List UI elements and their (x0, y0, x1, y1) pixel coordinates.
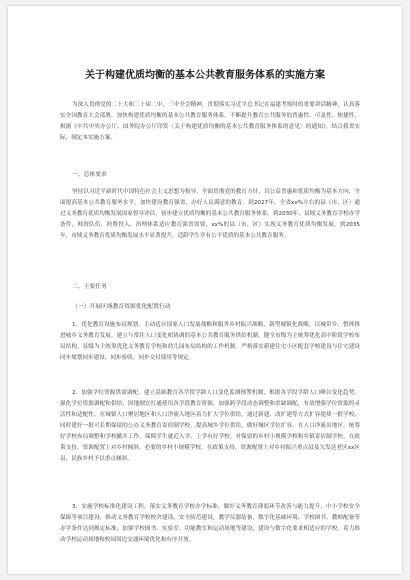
section-heading-main-tasks: 二、主要任务 (72, 284, 107, 290)
intro-paragraph: 为深入贯彻党的二十大和二十届二中、三中全会精神，贯彻落实习近平总书记在福建考察时的重要讲话精神，认真落实全国教育大会部署，加快构建优质均衡的基本公共教育服务体系，不断提升教育公共服务的普惠性、可及性、便捷性，根据《中共中央办公厅、国务院办公厅印发〈关于构建优质均衡的基本公共教育服务体系的意见〉的通知》，结合我省实际，制定本实施方案。 (60, 102, 360, 141)
document-page (8, 6, 402, 574)
requirements-paragraph: 坚持以习近平新时代中国特色社会主义思想为指导，全面贯彻党的教育方针，以公益普惠和优质均衡为基本方向，全面提高基本公共教育服务水平，加快建设教育强省、办好人民满意的教育。到2027年，全省xx%左右的县（市、区）通过义务教育优质均衡发展国家督导评估，初步建立优质均衡的基本公共教育服务体系。到2030年，县域义务教育学校办学条件、师资队伍、经费投入、治理体系适应教育强省需要，xx%的县（市、区）实现义务教育优质均衡发展。到2035年，市域义务教育优质均衡发展水平显著提升，适龄学生享有公平优质的基本公共教育服务。 (60, 189, 360, 239)
section-heading-general-requirements: 一、总体要求 (72, 172, 107, 178)
task-paragraph-3: 3．实施学校标准化建设工程。落实义务教育学校办学标准，做好义务教育薄弱环节改善与能力提升、中小学校安全保障等项目建设，推动义务教育学校校舍建设、安全防范建设，教学仪器装备，数字化基础环境、学校图书、教师配备等办学条件达到规定标准，加强学校图书、实验室、功能教室和运动场地等建设，建设与数字化要求相适应的学校，着力推动学校运动场地和校园周边交通环境优化和有序开放。 (60, 504, 360, 543)
document-title: 关于构建优质均衡的基本公共教育服务体系的实施方案 (85, 70, 325, 81)
task-paragraph-1: 1．优化教育设施布局规划。主动适应国家人口发展战略和服务乡村振兴战略、新型城镇化战略，以城带乡、整体推进城乡义务教育发展。建立与常住人口变化相协调的基本公共教育服务供给机制，健全市级为主统筹优化高中阶段学校布局结构、县级为主统筹优化义务教育学校和幼儿园布局结构的工作机制。严格落实新建住宅小区配套学校建设与住宅建设同步规划同步建设、同步验收、同步交付使用等规定。 (60, 322, 360, 361)
task-paragraph-2: 2．加强学位资源供需调配。建立基础教育各学段学龄人口变化监测预警机制，根据各学段学龄人口峰谷变化趋势，强化学位资源调配和供给，因地制宜打通使用各学段教育资源，加强跨学段动态调整和余缺调配，有效增强学位资源的灵活性和适配性。在城镇人口聚居地区和人口净流入地区着力扩大学位供给，通过新建、改扩建等方式扩容提质一批学校，同时建好一批可长期保留的公办义务教育寄宿制学校，提高城乡学位供给，做好城区学位扩容。在人口净流出地区，统筹好学校布局调整和学校撤并工作，保障学生就近入学、上学有好学校。对保留的乡村小规模学校和乡镇寄宿制学校，在政策支持、资源配置上对乡村倾斜，必要的乡村小规模学校、在政策支持、资源配置上对乡村振兴重点县及欠发达老区xx区县、民族乡村予以重点倾斜。 (60, 390, 360, 462)
subsection-heading-resource-allocation: （一）开展区域教育资源优化配置行动 (72, 304, 171, 310)
